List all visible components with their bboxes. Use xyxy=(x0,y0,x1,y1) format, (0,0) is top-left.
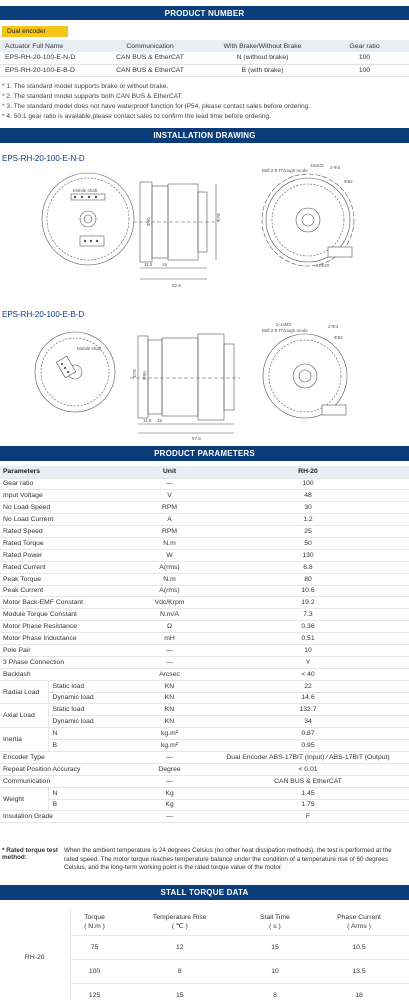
svg-text:Φ78: Φ78 xyxy=(132,369,137,378)
stall-header-time: Stall Time ( s ) xyxy=(241,909,309,935)
svg-text:Φ90: Φ90 xyxy=(146,217,151,226)
stall-model: RH-20 xyxy=(0,909,70,1000)
drawing-model-a: EPS-RH-20-100-E-N-D xyxy=(2,154,85,163)
stall-torque-table xyxy=(0,909,409,1000)
table-row: Peak Torque N.m 80 xyxy=(0,573,409,585)
table-row: EPS-RH-20-100-E-N-D CAN BUS & EtherCAT N (without brake) 100 xyxy=(0,52,409,64)
section-installation-drawing: INSTALLATION DRAWING xyxy=(0,128,409,143)
svg-text:Φ90: Φ90 xyxy=(142,371,147,380)
table-row: EPS-RH-20-100-E-B-D CAN BUS & EtherCAT B (with brake) 100 xyxy=(0,64,409,76)
svg-text:Φ78: Φ78 xyxy=(216,213,221,222)
table-row: Encoder Type — Dual Encoder ABS-17BIT (Input) ⁄ ABS-17BIT (Output) xyxy=(0,751,409,763)
table-row: Rated Power W 130 xyxy=(0,549,409,561)
svg-text:2-Φ4: 2-Φ4 xyxy=(330,165,341,170)
table-row: Insulation Grade — F xyxy=(0,811,409,823)
svg-text:16xM3: 16xM3 xyxy=(310,164,324,168)
svg-text:15: 15 xyxy=(157,418,163,423)
table-row: 75 12 15 10.5 xyxy=(0,935,409,959)
pn-header-comm: Communication xyxy=(95,40,205,52)
table-row: B Kg 1.75 xyxy=(0,799,409,811)
svg-text:11.5: 11.5 xyxy=(144,262,153,267)
dual-encoder-tag: Dual encoder xyxy=(2,26,68,37)
table-row: Repeat Position Accuracy Degree < 0.01 xyxy=(0,763,409,775)
note-4: * 4. 50:1 gear ratio is available,please contact sales to confirm the lead time before ordering. xyxy=(2,113,272,120)
table-row: Rated Current A(rms) 6.8 xyxy=(0,561,409,573)
table-row: Radial Load Static load KN 22 xyxy=(0,680,409,692)
svg-text:Φ82: Φ82 xyxy=(334,335,343,340)
note-2: * 2. The standard model supports both CAN BUS & EtherCAT. xyxy=(2,93,183,100)
drawing-b xyxy=(0,320,409,440)
table-row: Gear ratio — 100 xyxy=(0,478,409,490)
table-row: Peak Current A(rms) 10.6 xyxy=(0,585,409,597)
section-product-number: PRODUCT NUMBER xyxy=(0,6,409,20)
table-row: Input Voltage V 48 xyxy=(0,490,409,502)
params-header-model: RH-20 xyxy=(207,466,409,478)
table-row: Rated Speed RPM 25 xyxy=(0,526,409,538)
svg-text:Ball 2-8 Through mode: Ball 2-8 Through mode xyxy=(262,168,308,173)
table-row: No Load Current A 1.2 xyxy=(0,514,409,526)
svg-text:4xΦ20: 4xΦ20 xyxy=(316,263,330,268)
table-row: 100 8 10 13.5 xyxy=(0,959,409,983)
table-row: Inertia N kg.m² 0.87 xyxy=(0,728,409,740)
params-header-unit: Unit xyxy=(132,466,207,478)
table-row: Communication — CAN BUS & EtherCAT xyxy=(0,775,409,787)
rated-torque-note xyxy=(2,847,407,873)
rated-note-label: * Rated torque test method: xyxy=(2,847,58,861)
table-row: 3 Phase Connection — Y xyxy=(0,656,409,668)
pn-header-brake: With Brake/Without Brake xyxy=(205,40,320,52)
drawing-a-outer-circle xyxy=(42,173,134,265)
note-1: * 1. The standard model supports brake or without brake. xyxy=(2,83,169,90)
rated-note-text: When the ambient temperature is 24 degrees Celsius (no other heat dissipation methods), the test is performed at the rated speed. The motor torque reaches temperature balance under the condition of a temperature rise of 60 degrees Celsius, and the long-term working point is the rated torque value of the motor. xyxy=(64,847,392,872)
svg-text:2-1xM3: 2-1xM3 xyxy=(276,322,292,327)
table-row: Pole Pair — 10 xyxy=(0,644,409,656)
table-row: 125 15 8 18 xyxy=(0,983,409,1000)
svg-text:97.8: 97.8 xyxy=(192,436,201,440)
section-stall-torque: STALL TORQUE DATA xyxy=(0,885,409,900)
svg-text:15: 15 xyxy=(162,262,168,267)
svg-text:Φ82: Φ82 xyxy=(344,179,353,184)
table-row: Motor Back-EMF Constant Vdc/Krpm 19.2 xyxy=(0,597,409,609)
params-header-param: Parameters xyxy=(0,466,132,478)
table-row: Motor Phase Inductance mH 0.51 xyxy=(0,633,409,645)
section-product-parameters: PRODUCT PARAMETERS xyxy=(0,446,409,461)
drawing-model-b: EPS-RH-20-100-E-B-D xyxy=(2,310,85,319)
svg-text:2-Φ4: 2-Φ4 xyxy=(328,324,339,329)
product-number-table xyxy=(0,40,409,77)
svg-text:82.9: 82.9 xyxy=(172,283,181,288)
drawing-a-tag: Mobile shaft xyxy=(73,188,98,193)
drawing-a xyxy=(0,164,409,294)
stall-header-temp: Temperature Rise ( ℃ ) xyxy=(119,909,241,935)
stall-header-torque: Torque ( N.m ) xyxy=(70,909,119,935)
table-row: Axial Load Static load KN 132.7 xyxy=(0,704,409,716)
table-row: Dynamic load KN 14.6 xyxy=(0,692,409,704)
svg-text:11.5: 11.5 xyxy=(143,418,152,423)
parameters-table xyxy=(0,466,409,823)
drawing-b-tag: Mobile shaft xyxy=(77,346,102,351)
table-row: Backlash Arcsec < 40 xyxy=(0,668,409,680)
table-row: Weight N Kg 1.45 xyxy=(0,787,409,799)
stall-header-current: Phase Current ( Arms ) xyxy=(309,909,409,935)
pn-header-name: Actuator Full Name xyxy=(0,40,95,52)
pn-header-ratio: Gear ratio xyxy=(320,40,409,52)
table-row: Dynamic load KN 34 xyxy=(0,716,409,728)
table-row: B kg.m² 0.95 xyxy=(0,740,409,752)
table-row: Module Torque Constant N.m/A 7.3 xyxy=(0,609,409,621)
table-row: Rated Torque N.m 50 xyxy=(0,537,409,549)
table-row: Motor Phase Resistance Ω 0.36 xyxy=(0,621,409,633)
table-row: No Load Speed RPM 30 xyxy=(0,502,409,514)
note-3: * 3. The standard model does not have waterproof function for IP54, please contact sales before ordering. xyxy=(2,103,311,110)
svg-text:Ball 2-8 Through mode: Ball 2-8 Through mode xyxy=(262,328,308,333)
